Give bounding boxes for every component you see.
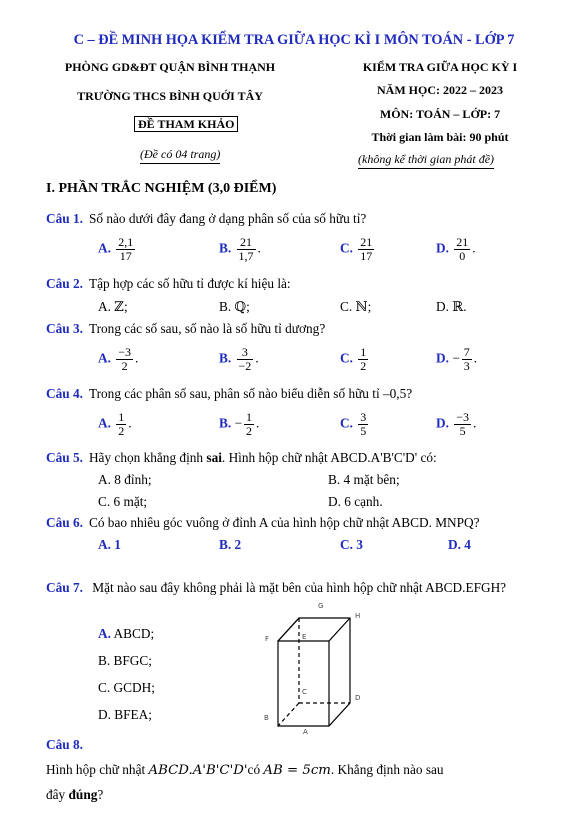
option-a[interactable]: A. $\frac{-3}{2}$ . <box>98 345 139 374</box>
option-b[interactable]: B. − $\frac{1}{2}$ . <box>219 410 260 439</box>
option-a[interactable]: A. 1 <box>98 537 121 552</box>
doc-type-box: ĐỀ THAM KHẢO <box>134 116 238 132</box>
option-b[interactable]: B. ℚ; <box>219 299 250 314</box>
label-b: B <box>264 714 269 722</box>
option-d[interactable]: D. BFEA; <box>98 707 152 722</box>
label-f: F <box>265 635 270 643</box>
label-e: E <box>302 633 307 641</box>
question-3: Câu 3. Trong các số sau, số nào là số hữu tỉ dương? <box>46 321 326 336</box>
option-c[interactable]: C. 6 mặt; <box>98 494 148 509</box>
option-c[interactable]: C. $\frac{1}{2}$ <box>340 345 367 374</box>
question-8: Câu 8. <box>46 737 83 752</box>
option-d[interactable]: D. ℝ. <box>436 299 467 314</box>
question-2: Câu 2. Tập hợp các số hữu tỉ được kí hiệu là: <box>46 276 291 291</box>
header-page-count <box>140 147 220 164</box>
page-title: C – ĐỀ MINH HỌA KIỂM TRA GIỮA HỌC KÌ I MÔN TOÁN - LỚP 7 <box>73 32 515 48</box>
label-d: D <box>355 694 361 702</box>
question-4: Câu 4. Trong các phân số sau, phân số nào biểu diễn số hữu tỉ –0,5? <box>46 386 413 401</box>
header-school: TRƯỜNG THCS BÌNH QUỚI TÂY <box>77 89 263 103</box>
option-b[interactable]: B. $\frac{21}{1,7}$ . <box>219 235 261 264</box>
section-heading: I. PHẦN TRẮC NGHIỆM (3,0 ĐIỂM) <box>46 181 277 196</box>
header-duration-note <box>358 152 494 169</box>
option-a[interactable]: A. ℤ; <box>98 299 128 314</box>
label-a: A <box>303 728 308 736</box>
option-c[interactable]: C. $\frac{21}{17}$ <box>340 235 373 264</box>
option-c[interactable]: C. $\frac{3}{5}$ <box>340 410 367 439</box>
question-7: Câu 7. Mặt nào sau đây không phải là mặt bên của hình hộp chữ nhật ABCD.EFGH? <box>46 580 507 595</box>
option-b[interactable]: B. BFGC; <box>98 653 152 668</box>
option-d[interactable]: D. $\frac{21}{0}$ . <box>436 235 476 264</box>
question-1 <box>46 211 366 227</box>
option-a[interactable]: A. 8 đỉnh; <box>98 472 152 487</box>
label-h: H <box>355 612 361 620</box>
option-b[interactable]: B. 2 <box>219 537 242 552</box>
header-duration: Thời gian làm bài: 90 phút <box>371 130 509 144</box>
option-a[interactable]: A. $\frac{1}{2}$ . <box>98 410 132 439</box>
header-doc-type <box>134 116 238 132</box>
option-b[interactable]: B. $\frac{3}{-2}$ . <box>219 345 259 374</box>
option-d[interactable]: D. 4 <box>448 537 471 552</box>
option-c[interactable]: C. 3 <box>340 537 363 552</box>
cuboid-figure <box>258 596 368 736</box>
header-subject: MÔN: TOÁN – LỚP: 7 <box>379 107 501 121</box>
label-g: G <box>318 602 324 610</box>
option-d[interactable]: D. − $\frac{7}{3}$ . <box>436 345 478 374</box>
label-c: C <box>302 688 307 696</box>
option-c[interactable]: C. ℕ; <box>340 299 372 314</box>
option-d[interactable]: D. 6 cạnh. <box>328 494 383 509</box>
header-school-year: NĂM HỌC: 2022 – 2023 <box>377 83 503 97</box>
header-exam-name: KIỂM TRA GIỮA HỌC KỲ I <box>362 60 518 74</box>
option-d[interactable]: D. $\frac{-3}{5}$ . <box>436 410 477 439</box>
question-label: Câu 1. <box>46 211 83 226</box>
question-8-text-line2: đây đúng? <box>46 787 104 802</box>
question-text: Số nào dưới đây đang ở dạng phân số của số hữu tỉ? <box>88 211 367 226</box>
page-count-text: (Đề có 04 trang) <box>140 147 221 161</box>
question-5: Câu 5. Hãy chọn khẳng định sai. Hình hộp chữ nhật ABCD.A'B'C'D' có: <box>46 450 437 465</box>
option-a[interactable]: A. ABCD; <box>98 626 155 641</box>
header-department: PHÒNG GD&ĐT QUẬN BÌNH THẠNH <box>64 60 276 74</box>
duration-note-text: (không kể thời gian phát đề) <box>358 152 495 166</box>
question-8-text-line1: Hình hộp chữ nhật ABCD.A'B'C'D'có AB = 5cm. Khẳng định nào sau <box>46 762 444 778</box>
option-b[interactable]: B. 4 mặt bên; <box>328 472 400 487</box>
question-6: Câu 6. Có bao nhiêu góc vuông ở đỉnh A của hình hộp chữ nhật ABCD. MNPQ? <box>46 515 480 530</box>
option-a[interactable]: A. $\frac{2,1}{17}$ <box>98 235 134 264</box>
option-c[interactable]: C. GCDH; <box>98 680 155 695</box>
